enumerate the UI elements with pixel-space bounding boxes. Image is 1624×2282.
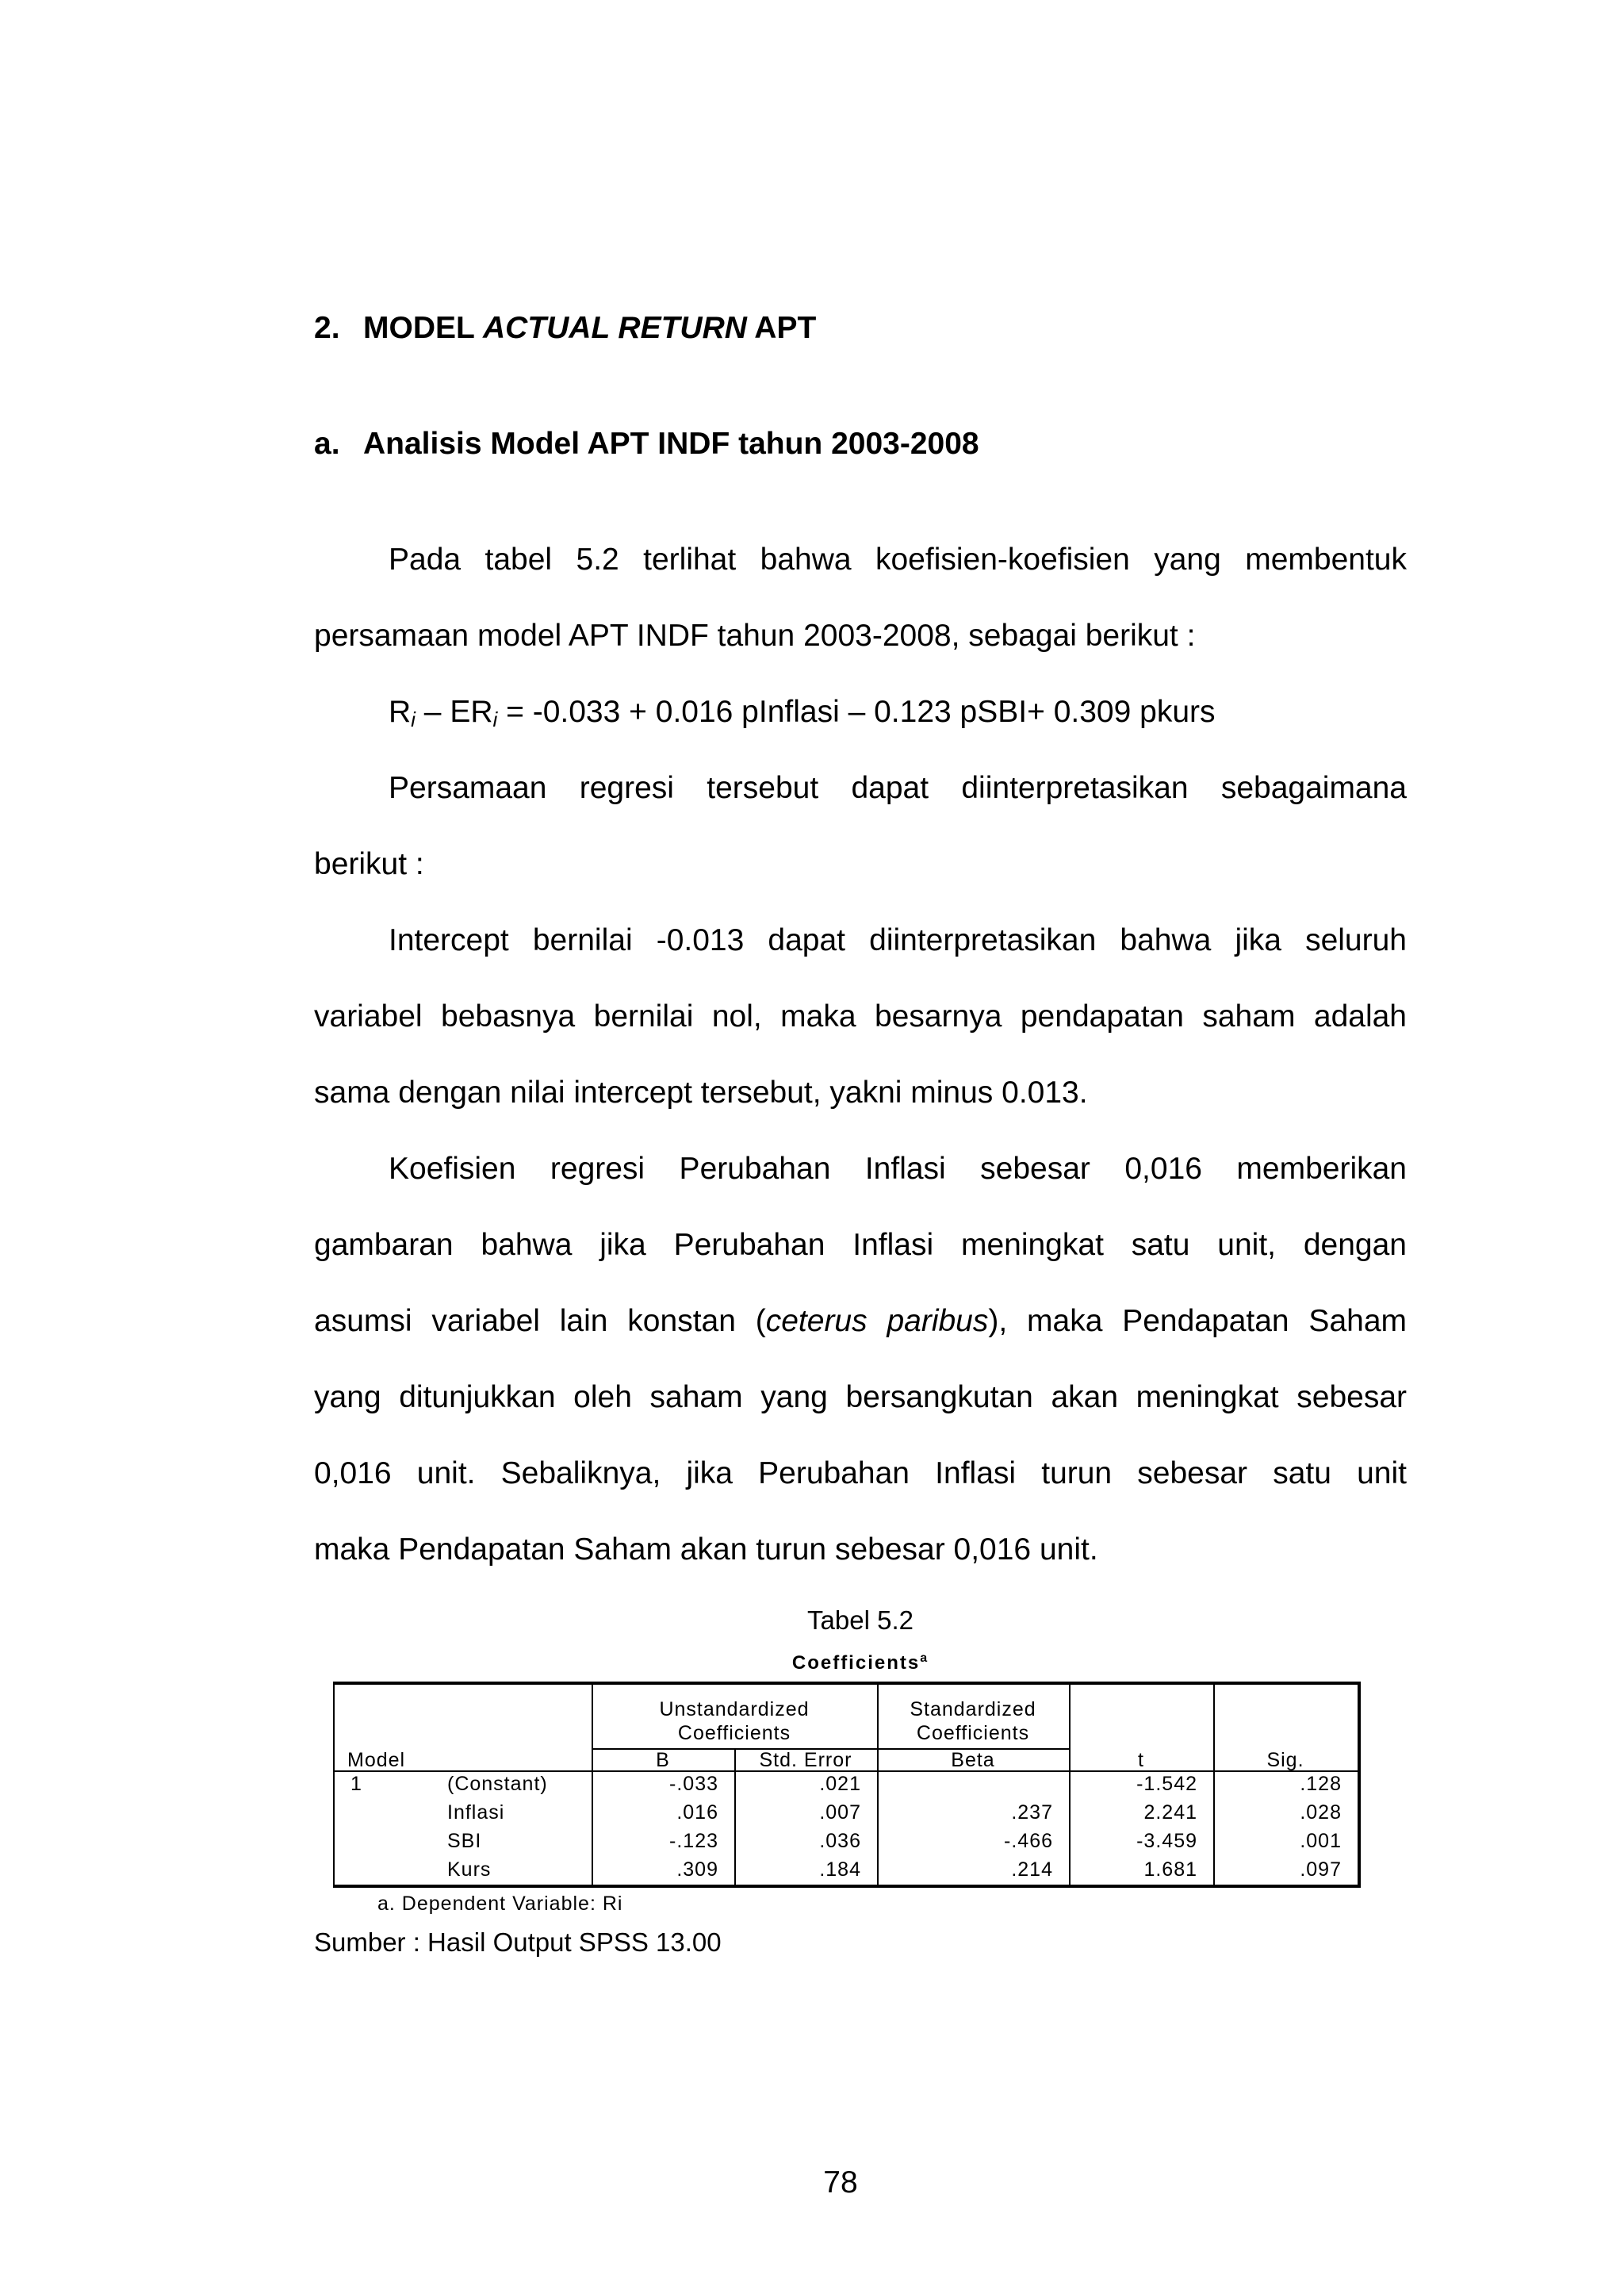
section-title-prefix: MODEL — [363, 311, 483, 345]
paragraph-line: variabel bebasnya bernilai nol, maka besarnya pendapatan saham adalah — [314, 999, 1407, 1034]
table-border — [333, 1885, 1361, 1888]
paragraph-line: berikut : — [314, 847, 424, 881]
paragraph-line: maka Pendapatan Saham akan turun sebesar 0,016 unit. — [314, 1532, 1098, 1567]
section-title-italic: ACTUAL RETURN — [482, 311, 747, 345]
table-border — [333, 1682, 335, 1888]
header-std-error: Std. Error — [759, 1749, 852, 1771]
page-number: 78 — [823, 2165, 858, 2200]
paragraph-line: persamaan model APT INDF tahun 2003-2008, sebagai berikut : — [314, 619, 1196, 653]
coefficients-table: Unstandardized Coefficients Standardized Coefficients Model B Std. Error Beta t Sig. 1 (Constant) -.033 .021 -1.542 .128 Inflasi .016 .007 .237 2.241 .028 SBI -.123 .036 -.466 -3.459 .001 Kurs .309 .184 .214 1.681 .097 — [330, 1682, 1361, 1888]
paragraph-line-with-italic: asumsi variabel lain konstan (ceterus paribus), maka Pendapatan Saham — [314, 1304, 1407, 1338]
paragraph-line: Pada tabel 5.2 terlihat bahwa koefisien-koefisien yang membentuk — [389, 543, 1407, 577]
header-sig: Sig. — [1266, 1749, 1304, 1771]
paragraph-line: sama dengan nilai intercept tersebut, yakni minus 0.013. — [314, 1076, 1088, 1110]
header-beta: Beta — [951, 1749, 995, 1771]
paragraph-line: Persamaan regresi tersebut dapat diinterpretasikan sebagaimana — [389, 771, 1407, 805]
header-model: Model — [347, 1749, 406, 1771]
paragraph-line: gambaran bahwa jika Perubahan Inflasi meningkat satu unit, dengan — [314, 1228, 1407, 1262]
section-title-suffix: APT — [746, 311, 817, 345]
spss-table-title: Coefficients$^a$ — [791, 1651, 929, 1674]
source-note: Sumber : Hasil Output SPSS 13.00 — [314, 1927, 722, 1957]
table-footnote: a. Dependent Variable: Ri — [377, 1893, 623, 1915]
table-border — [1358, 1682, 1361, 1888]
section-number: 2. — [314, 311, 340, 345]
section-heading — [314, 311, 816, 346]
paragraph-line: 0,016 unit. Sebaliknya, jika Perubahan Inflasi turun sebesar satu unit — [314, 1456, 1407, 1490]
regression-equation: $R_i - ER_i = -0.033 + 0.016$ pInflasi – 0.123 pSBI+ 0.309 pkurs — [389, 695, 1216, 731]
subsection-heading — [314, 427, 979, 462]
header-unstandardized: Coefficients — [677, 1722, 791, 1744]
table-caption: Tabel 5.2 — [807, 1605, 914, 1635]
paragraph-line: Koefisien regresi Perubahan Inflasi sebesar 0,016 memberikan — [389, 1152, 1407, 1186]
header-unstandardized: Unstandardized — [659, 1698, 810, 1720]
header-b: B — [656, 1749, 670, 1771]
table-border — [333, 1682, 1361, 1685]
header-standardized: Coefficients — [916, 1722, 1030, 1744]
paragraph-line: yang ditunjukkan oleh saham yang bersangkutan akan meningkat sebesar — [314, 1380, 1407, 1414]
header-standardized: Standardized — [910, 1698, 1036, 1720]
paragraph-line: Intercept bernilai -0.013 dapat diinterpretasikan bahwa jika seluruh — [389, 923, 1407, 957]
subsection-letter: a. — [314, 427, 340, 461]
subsection-title: Analisis Model APT INDF tahun 2003-2008 — [363, 427, 979, 461]
header-t: t — [1138, 1749, 1144, 1771]
